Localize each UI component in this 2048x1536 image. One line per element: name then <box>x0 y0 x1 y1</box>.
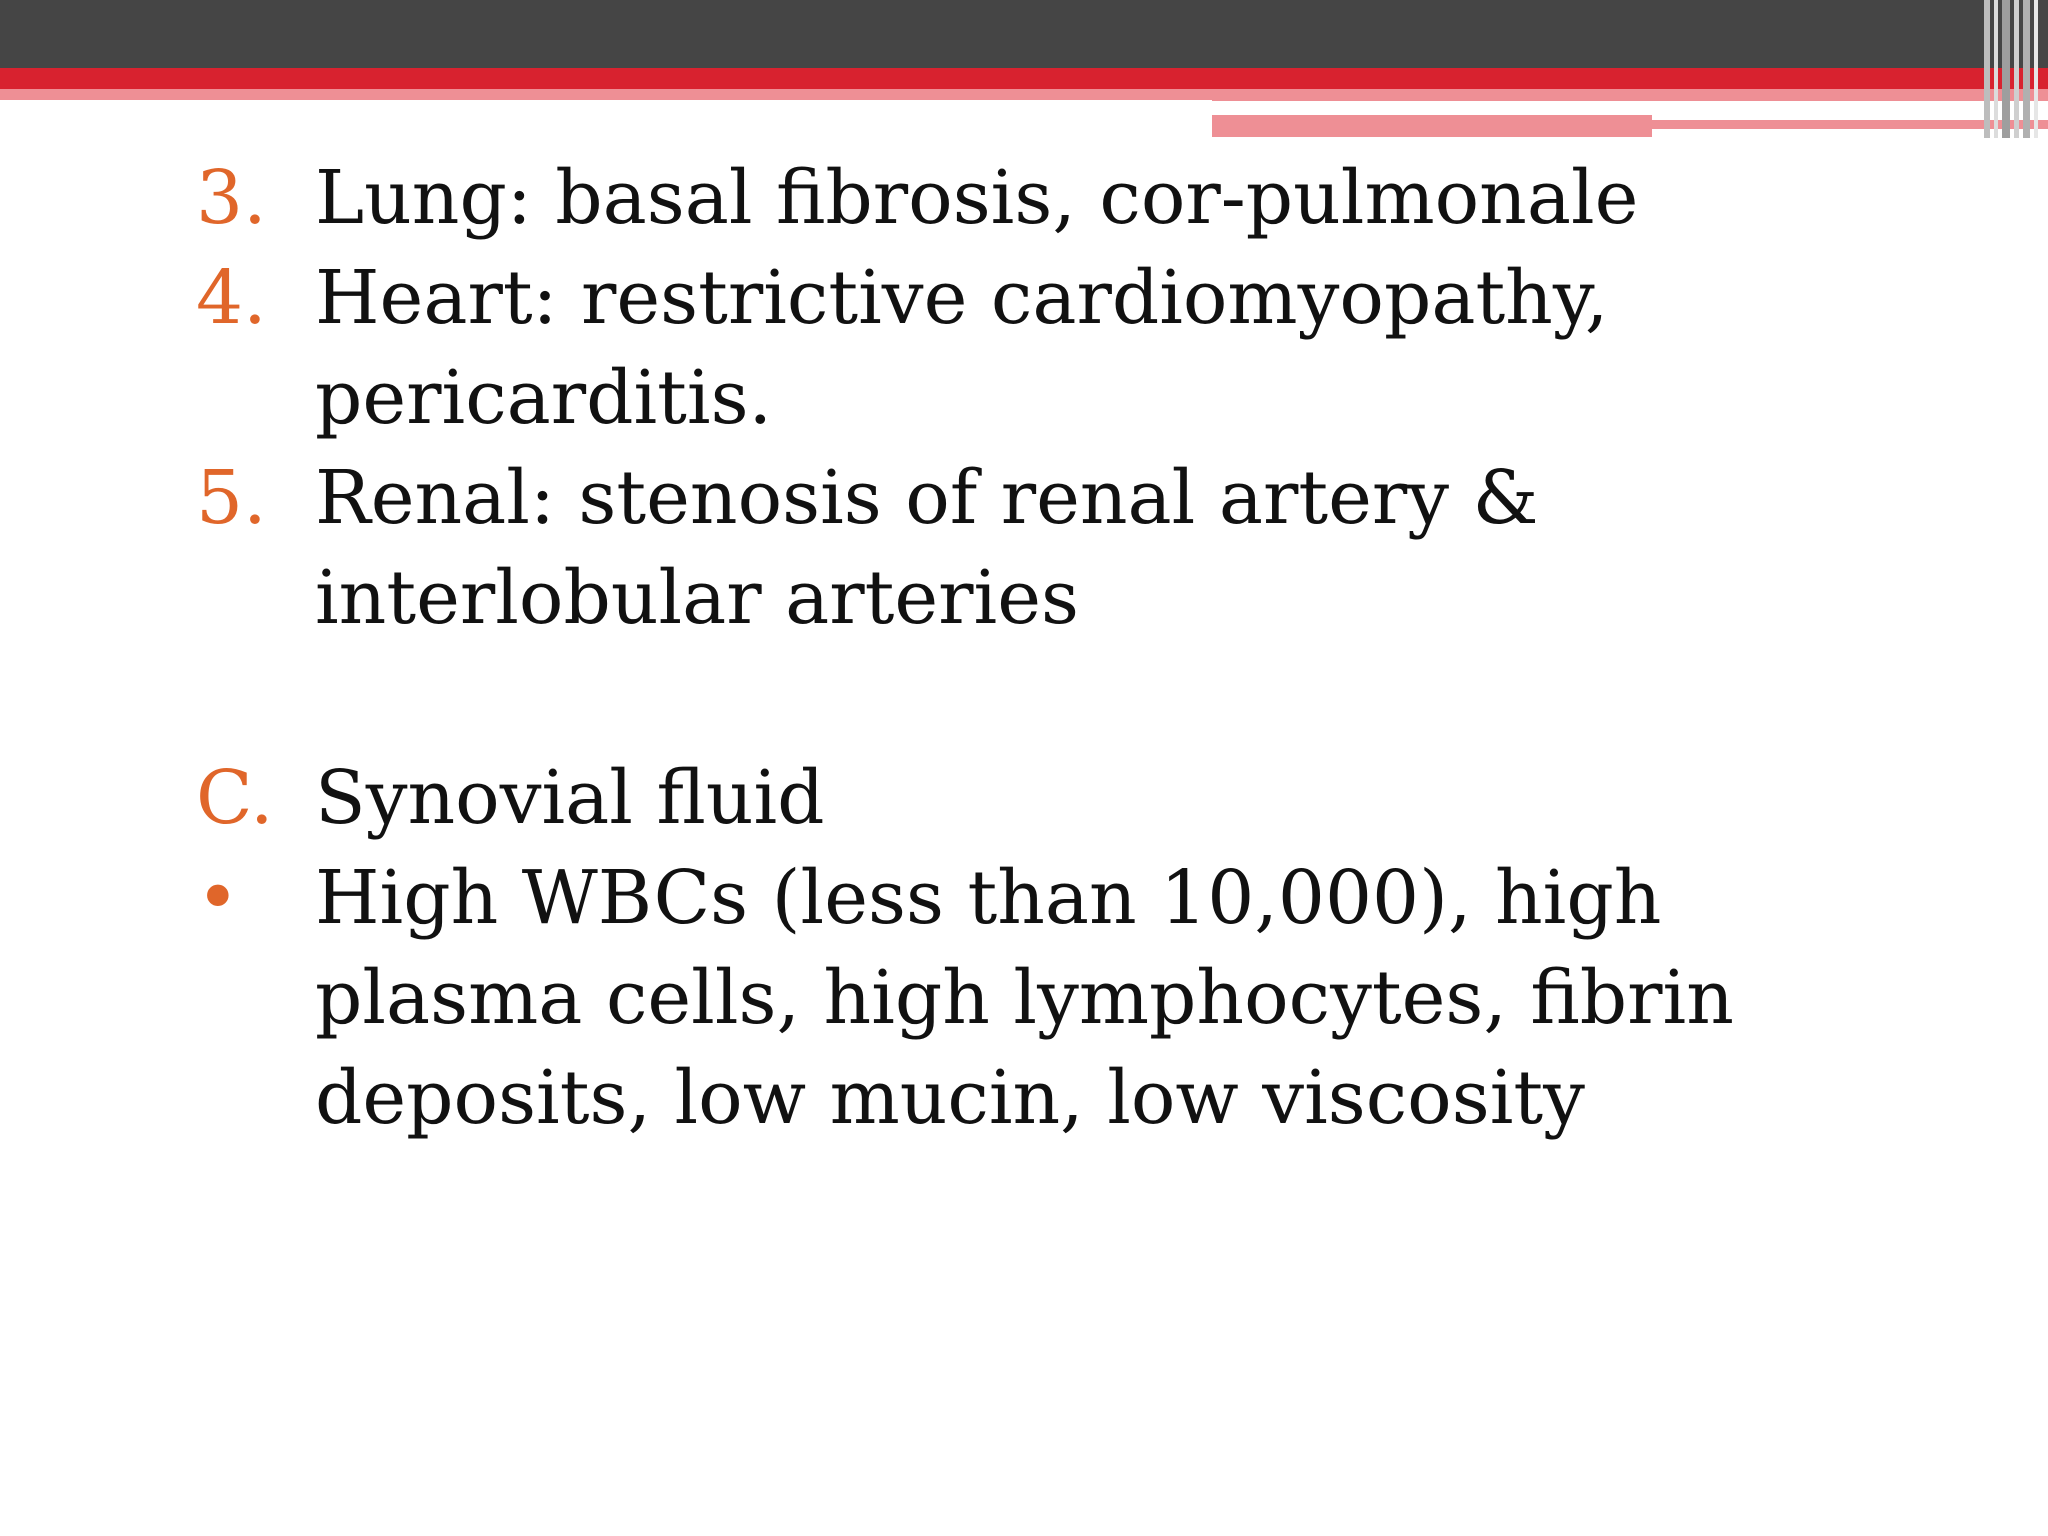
list-marker: 5. <box>196 455 267 541</box>
list-marker: 3. <box>196 155 267 241</box>
header-pink-band-left <box>0 89 1212 100</box>
list-item-synovial-findings <box>196 848 1896 1148</box>
list-item-heart <box>196 248 1896 448</box>
list-item-text: Lung: basal fibrosis, cor-pulmonale <box>315 155 1639 241</box>
slide-body <box>196 148 1896 1148</box>
list-marker: 4. <box>196 255 267 341</box>
list-item-text: Heart: restrictive cardiomyopathy, pericarditis. <box>315 255 1609 441</box>
header-dark-band <box>0 0 2048 68</box>
bullet-marker: • <box>196 855 240 941</box>
spacer <box>196 648 1896 748</box>
list-item-synovial-fluid <box>196 748 1896 848</box>
list-item-text: High WBCs (less than 10,000), high plasma cells, high lymphocytes, fibrin deposits, low mucin, low viscosity <box>315 855 1734 1141</box>
list-item-lung <box>196 148 1896 248</box>
header-pink-band-lower <box>1212 115 1652 137</box>
list-item-text: Renal: stenosis of renal artery & interlobular arteries <box>315 455 1539 641</box>
header-red-band <box>0 68 2048 89</box>
list-item-text: Synovial fluid <box>315 755 825 841</box>
header-pink-band-right <box>1212 89 2048 101</box>
list-marker: C. <box>196 755 274 841</box>
header-stripe-accent <box>1984 0 2048 138</box>
list-item-renal <box>196 448 1896 648</box>
